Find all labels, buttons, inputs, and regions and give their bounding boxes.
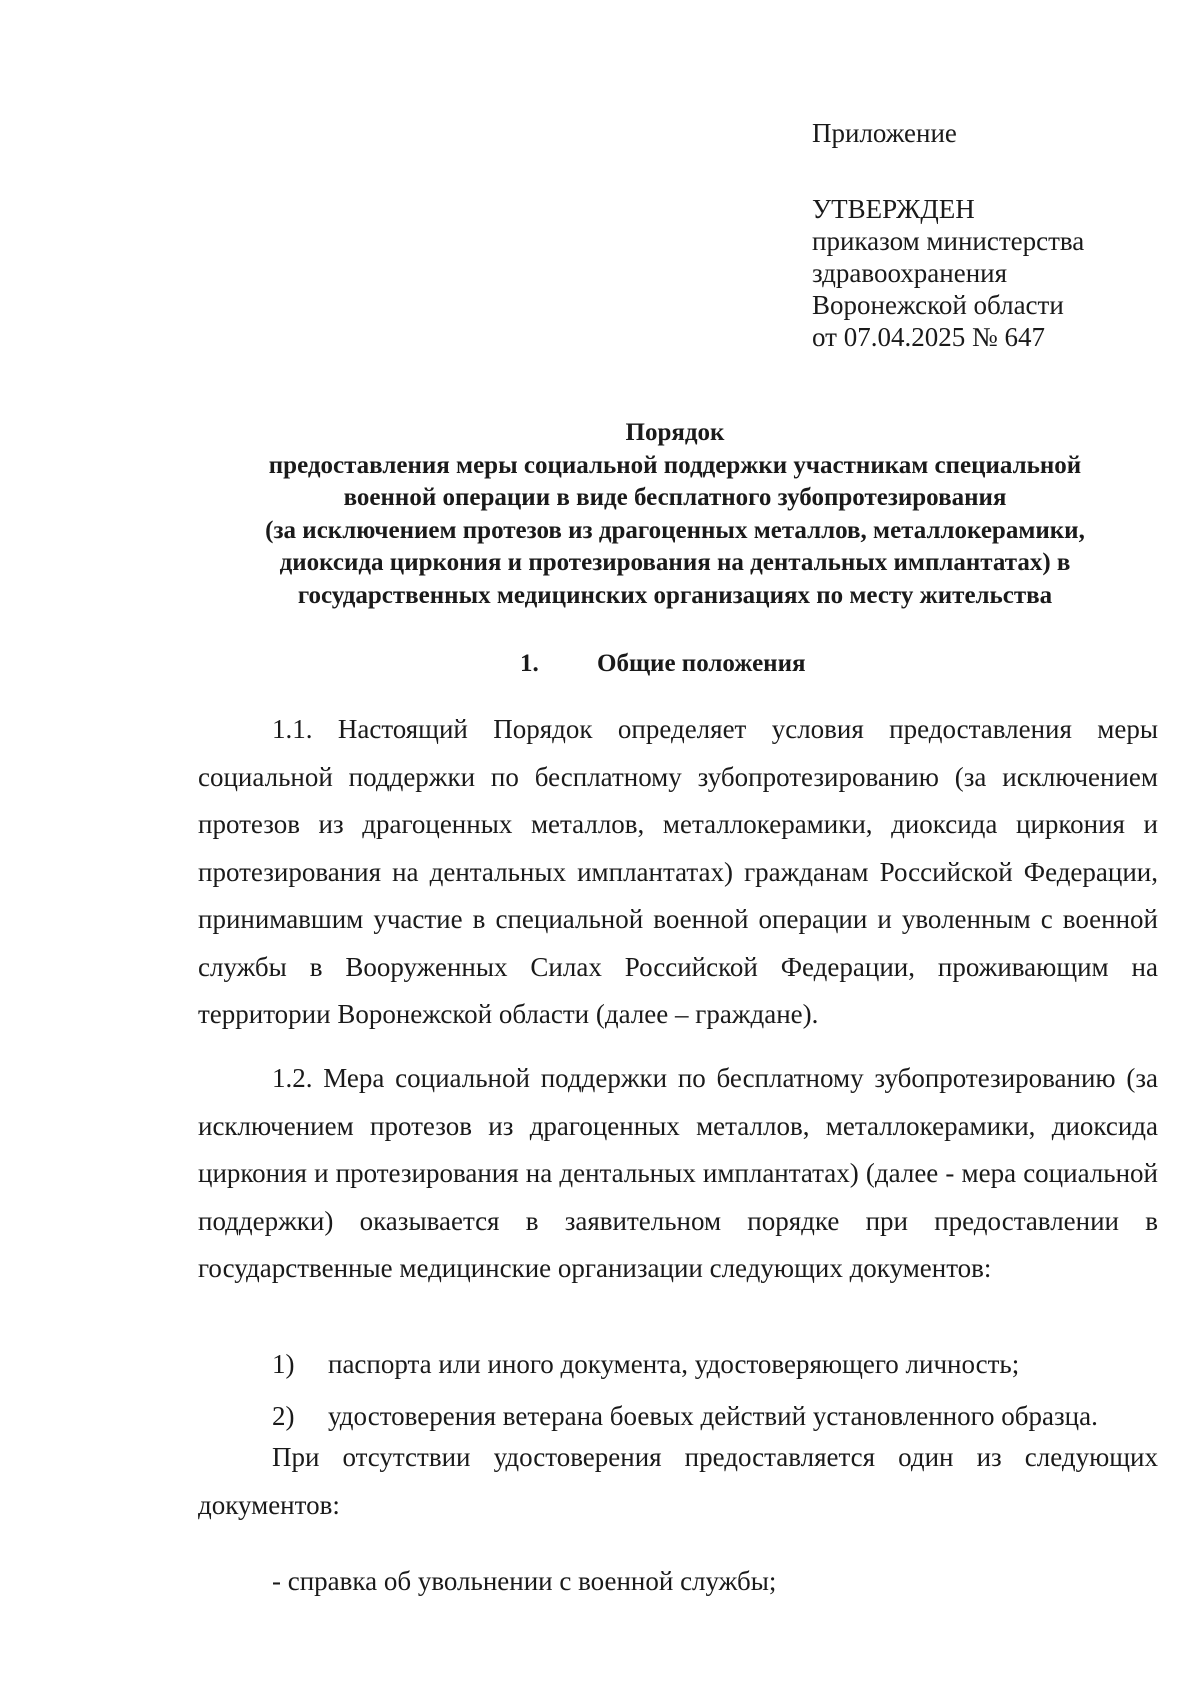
paragraph-text: При отсутствии удостоверения предоставляется один из следующих документов: xyxy=(198,1442,1158,1520)
title-heading: Порядок xyxy=(625,419,725,446)
list-text: паспорта или иного документа, удостоверяющего личность; xyxy=(328,1349,1020,1379)
approved-label: УТВЕРЖДЕН xyxy=(812,194,975,224)
dash-list-item: - справка об увольнении с военной службы; xyxy=(272,1566,777,1596)
title-line: (за исключением протезов из драгоценных металлов, металлокерамики, xyxy=(265,516,1085,544)
paragraph-1-1 xyxy=(198,706,1158,1039)
approval-line: Воронежской области xyxy=(812,290,1064,320)
list-number: 1) xyxy=(272,1349,295,1379)
list-text: удостоверения ветерана боевых действий установленного образца. xyxy=(328,1401,1098,1431)
title-line: предоставления меры социальной поддержки участникам специальной xyxy=(268,451,1082,479)
approval-line: приказом министерства xyxy=(812,226,1085,256)
paragraph-text: 1.2. Мера социальной поддержки по бесплатному зубопротезированию (за исключением протезов из драгоценных металлов, металлокерамики, диоксида циркония и протезирования на дентальных имплантатах) (далее - мера социальной поддержки) оказывается в заявительном порядке при предоставлении в государственные медицинские организации следующих документов: xyxy=(198,1063,1158,1283)
appendix-label: Приложение xyxy=(812,118,957,148)
section-number: 1. xyxy=(520,650,539,677)
approval-line: здравоохранения xyxy=(812,258,1008,288)
title-line: военной операции в виде бесплатного зубопротезирования xyxy=(343,484,1007,511)
paragraph-text: 1.1. Настоящий Порядок определяет условия предоставления меры социальной поддержки по бесплатному зубопротезированию (за исключением протезов из драгоценных металлов, металлокерамики, диоксида циркония и протезирования на дентальных имплантатах) гражданам Российской Федерации, принимавшим участие в специальной военной операции и уволенным с военной службы в Вооруженных Силах Российской Федерации, проживающим на территории Воронежской области (далее – граждане). xyxy=(198,714,1158,1029)
paragraph-absence xyxy=(198,1434,1158,1529)
title-line: диоксида циркония и протезирования на дентальных имплантатах) в xyxy=(279,549,1071,576)
approval-order-date: от 07.04.2025 № 647 xyxy=(812,322,1045,352)
approval-block xyxy=(812,117,1172,353)
section-title: Общие положения xyxy=(597,650,806,677)
list-number: 2) xyxy=(272,1401,295,1431)
paragraph-1-2 xyxy=(198,1055,1158,1293)
document-title xyxy=(190,417,1160,612)
title-line: государственных медицинских организациях по месту жительства xyxy=(297,581,1053,609)
